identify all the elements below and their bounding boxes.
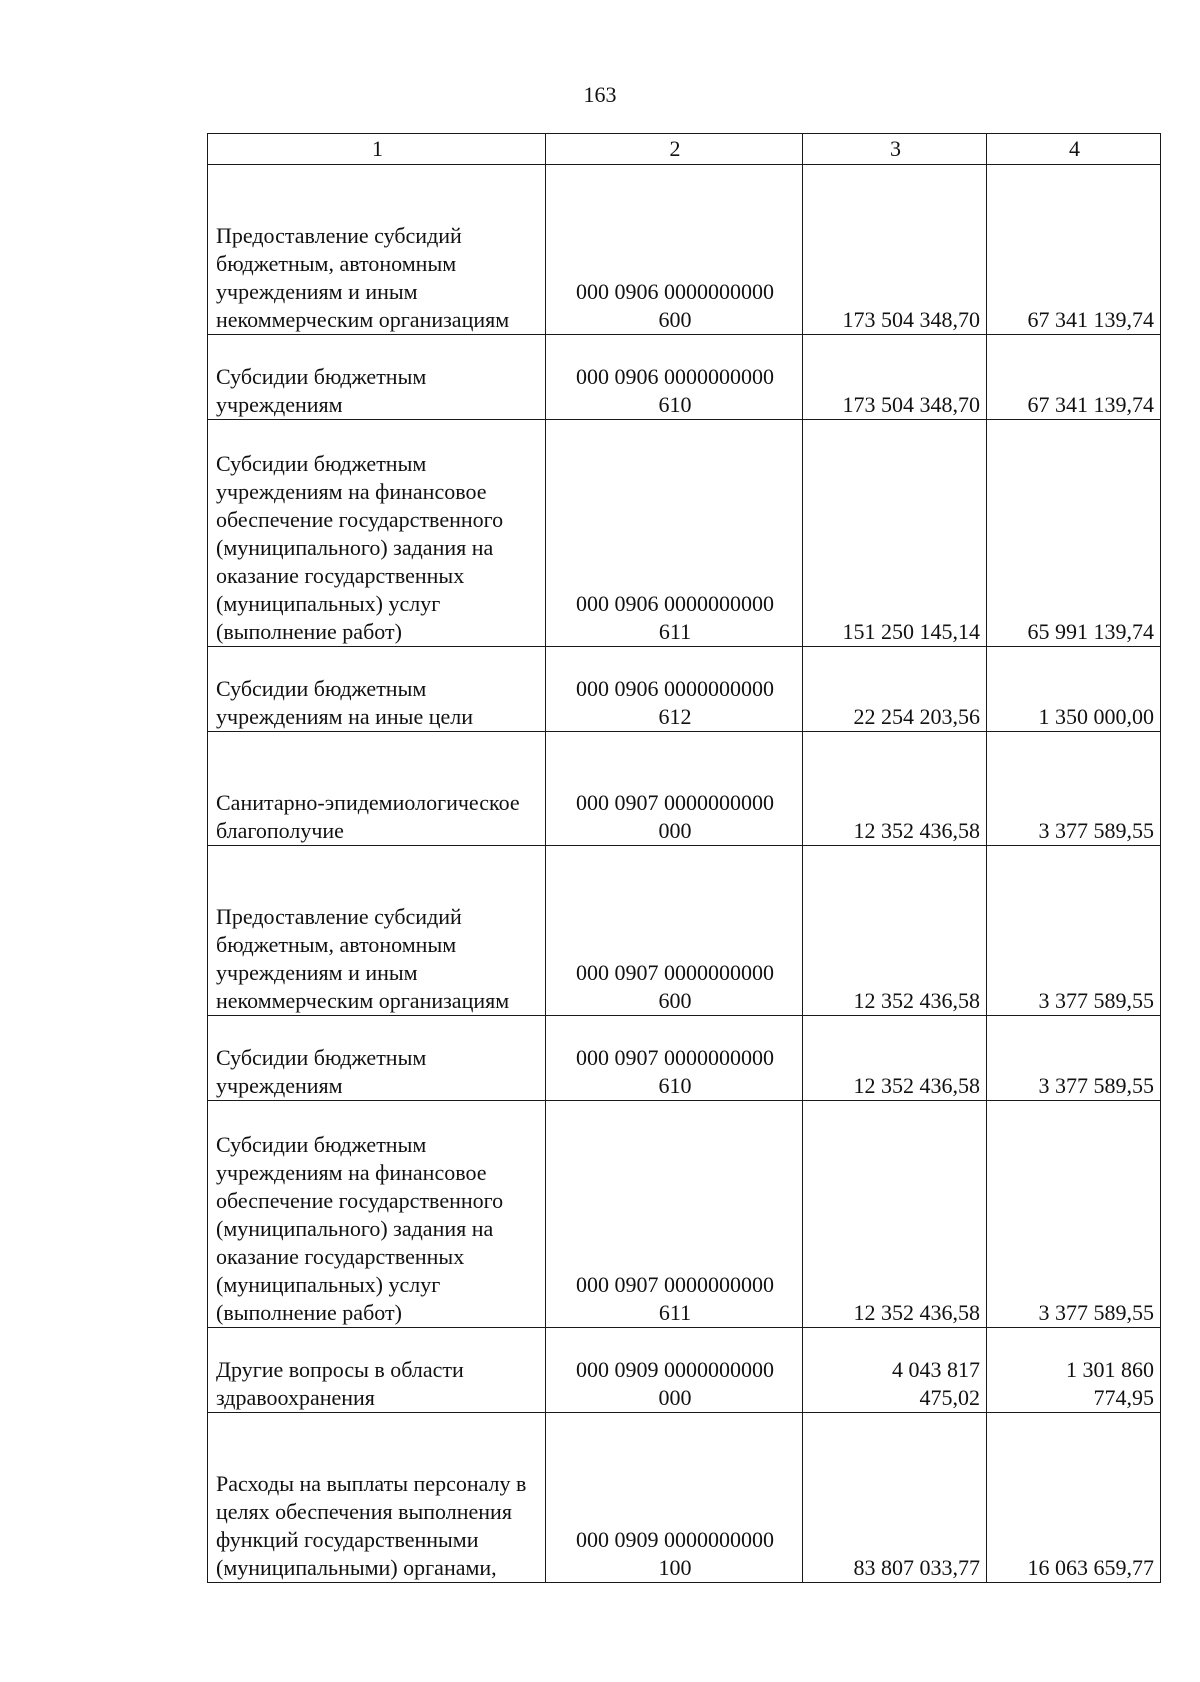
table-row: [208, 420, 1161, 647]
budget-table: [207, 133, 1161, 1583]
row-name: Субсидии бюджетным учреждениям на финансовое обеспечение государственного (муниципального) задания на оказание государственных (муниципальных) услуг (выполнение работ): [208, 420, 546, 647]
row-col4-value: 67 341 139,74: [987, 335, 1161, 420]
table-row: [208, 732, 1161, 846]
row-name: Субсидии бюджетным учреждениям на финансовое обеспечение государственного (муниципального) задания на оказание государственных (муниципальных) услуг (выполнение работ): [208, 1101, 546, 1328]
row-code: 000 0909 0000000000 100: [546, 1413, 803, 1583]
row-col4-value: 3 377 589,55: [987, 732, 1161, 846]
table-row: [208, 1101, 1161, 1328]
row-col3-value: 4 043 817 475,02: [803, 1328, 987, 1413]
row-code: 000 0906 0000000000 612: [546, 647, 803, 732]
row-col3-value: 12 352 436,58: [803, 846, 987, 1016]
row-col3-value: 12 352 436,58: [803, 1016, 987, 1101]
row-col3-value: 173 504 348,70: [803, 335, 987, 420]
row-col4-value: 67 341 139,74: [987, 165, 1161, 335]
table-row: [208, 647, 1161, 732]
row-col3-value: 83 807 033,77: [803, 1413, 987, 1583]
row-col3-value: 12 352 436,58: [803, 732, 987, 846]
row-col4-value: 1 350 000,00: [987, 647, 1161, 732]
row-code: 000 0907 0000000000 000: [546, 732, 803, 846]
row-name: Предоставление субсидий бюджетным, автономным учреждениям и иным некоммерческим организациям: [208, 846, 546, 1016]
row-code: 000 0906 0000000000 610: [546, 335, 803, 420]
page-number: 163: [583, 82, 617, 107]
row-name: Предоставление субсидий бюджетным, автономным учреждениям и иным некоммерческим организациям: [208, 165, 546, 335]
table-row: [208, 335, 1161, 420]
row-code: 000 0906 0000000000 611: [546, 420, 803, 647]
row-code: 000 0909 0000000000 000: [546, 1328, 803, 1413]
table-row: [208, 1016, 1161, 1101]
row-col3-value: 151 250 145,14: [803, 420, 987, 647]
row-name: Субсидии бюджетным учреждениям: [208, 1016, 546, 1101]
row-name: Расходы на выплаты персоналу в целях обеспечения выполнения функций государственными (муниципальными) органами,: [208, 1413, 546, 1583]
row-col4-value: 65 991 139,74: [987, 420, 1161, 647]
row-col3-value: 12 352 436,58: [803, 1101, 987, 1328]
table-row: [208, 165, 1161, 335]
row-col4-value: 16 063 659,77: [987, 1413, 1161, 1583]
table-row: [208, 1328, 1161, 1413]
header-col-1: 1: [208, 134, 546, 165]
row-code: 000 0907 0000000000 610: [546, 1016, 803, 1101]
row-col4-value: 1 301 860 774,95: [987, 1328, 1161, 1413]
row-name: Субсидии бюджетным учреждениям на иные цели: [208, 647, 546, 732]
table-row: [208, 846, 1161, 1016]
header-row: [208, 134, 1161, 165]
row-col3-value: 22 254 203,56: [803, 647, 987, 732]
row-name: Субсидии бюджетным учреждениям: [208, 335, 546, 420]
row-code: 000 0907 0000000000 611: [546, 1101, 803, 1328]
row-name: Другие вопросы в области здравоохранения: [208, 1328, 546, 1413]
header-col-2: 2: [546, 134, 803, 165]
row-col4-value: 3 377 589,55: [987, 1016, 1161, 1101]
row-col3-value: 173 504 348,70: [803, 165, 987, 335]
row-code: 000 0906 0000000000 600: [546, 165, 803, 335]
header-col-4: 4: [987, 134, 1161, 165]
row-name: Санитарно-эпидемиологическое благополучие: [208, 732, 546, 846]
row-col4-value: 3 377 589,55: [987, 846, 1161, 1016]
table-row: [208, 1413, 1161, 1583]
row-col4-value: 3 377 589,55: [987, 1101, 1161, 1328]
header-col-3: 3: [803, 134, 987, 165]
row-code: 000 0907 0000000000 600: [546, 846, 803, 1016]
